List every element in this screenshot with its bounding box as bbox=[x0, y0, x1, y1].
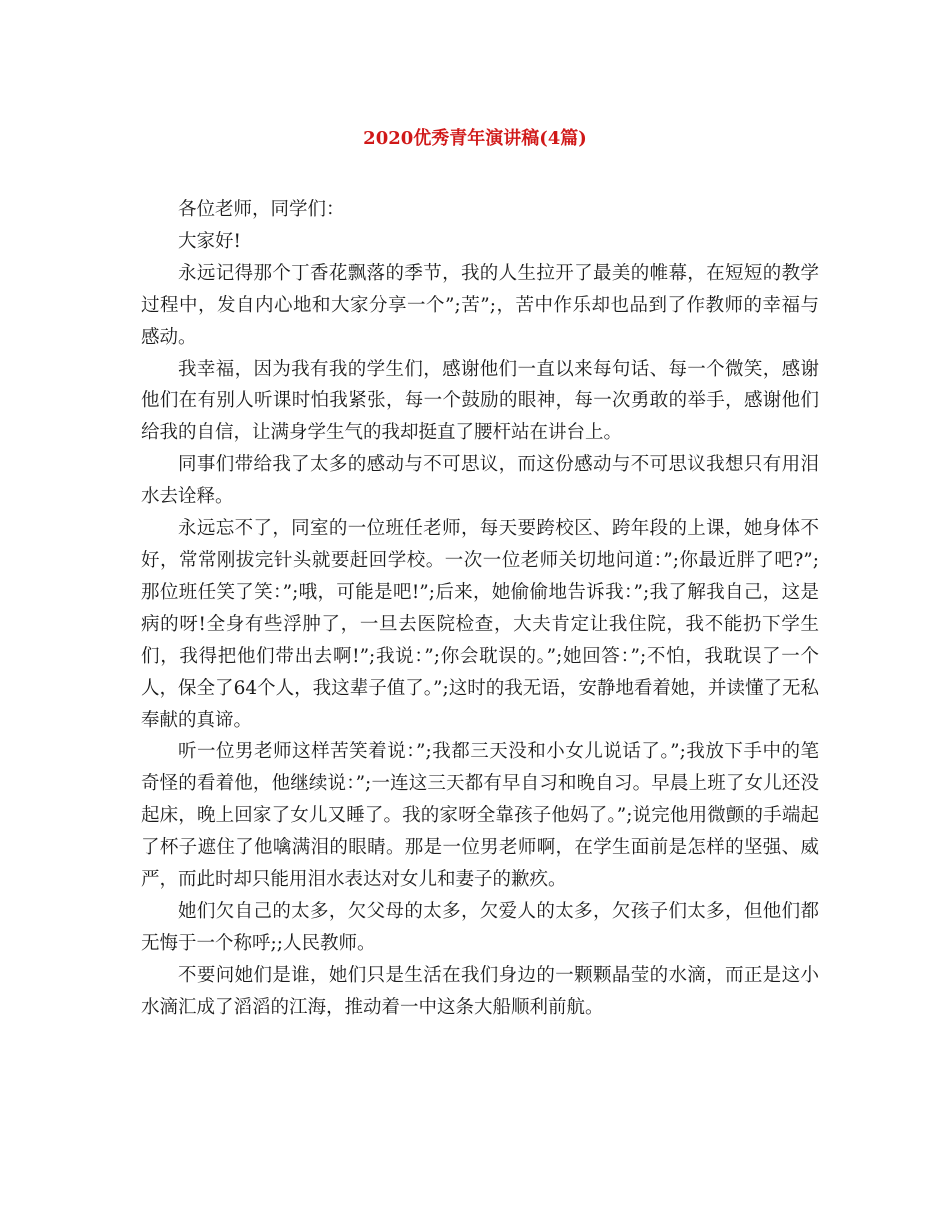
paragraph-6: 她们欠自己的太多，欠父母的太多，欠爱人的太多，欠孩子们太多，但他们都无悔于一个称呼;;人民教师。 bbox=[141, 900, 819, 954]
paragraph-7: 不要问她们是谁，她们只是生活在我们身边的一颗颗晶莹的水滴，而正是这小水滴汇成了滔滔的江海，推动着一中这条大船顺利前航。 bbox=[141, 964, 819, 1018]
paragraph-1: 永远记得那个丁香花飘落的季节，我的人生拉开了最美的帷幕，在短短的教学过程中，发自内心地和大家分享一个”;苦”;，苦中作乐却也品到了作教师的幸福与感动。 bbox=[141, 262, 819, 348]
paragraph-2: 我幸福，因为我有我的学生们，感谢他们一直以来每句话、每一个微笑，感谢他们在有别人听课时怕我紧张，每一个鼓励的眼神，每一次勇敢的举手，感谢他们给我的自信，让满身学生气的我却挺直了腰杆站在讲台上。 bbox=[141, 358, 819, 444]
paragraph-3: 同事们带给我了太多的感动与不可思议，而这份感动与不可思议我想只有用泪水去诠释。 bbox=[141, 454, 819, 508]
paragraph-salutation: 各位老师，同学们： bbox=[178, 199, 345, 220]
document-title: 2020优秀青年演讲稿(4篇) bbox=[363, 128, 587, 149]
paragraph-5: 听一位男老师这样苦笑着说：”;我都三天没和小女儿说话了。”;我放下手中的笔奇怪的看着他，他继续说：”;一连这三天都有早自习和晚自习。早晨上班了女儿还没起床，晚上回家了女儿又睡了。我的家呀全靠孩子他妈了。”;说完他用微颤的手端起了杯子遮住了他噙满泪的眼睛。那是一位男老师啊，在学生面前是怎样的坚强、威严，而此时却只能用泪水表达对女儿和妻子的歉疚。 bbox=[141, 741, 819, 891]
document-body bbox=[141, 194, 819, 1024]
paragraph-greeting: 大家好! bbox=[178, 230, 241, 252]
paragraph-4: 永远忘不了，同室的一位班任老师，每天要跨校区、跨年段的上课，她身体不好，常常刚拔完针头就要赶回学校。一次一位老师关切地问道：”;你最近胖了吧?”;那位班任笑了笑：”;哦，可能是吧!”;后来，她偷偷地告诉我：”;我了解我自己，这是病的呀!全身有些浮肿了，一旦去医院检查，大夫肯定让我住院，我不能扔下学生们，我得把他们带出去啊!”;我说：”;你会耽误的。”;她回答：”;不怕，我耽误了一个人，保全了64个人，我这辈子值了。”;这时的我无语，安静地看着她，并读懂了无私奉献的真谛。 bbox=[141, 518, 820, 731]
